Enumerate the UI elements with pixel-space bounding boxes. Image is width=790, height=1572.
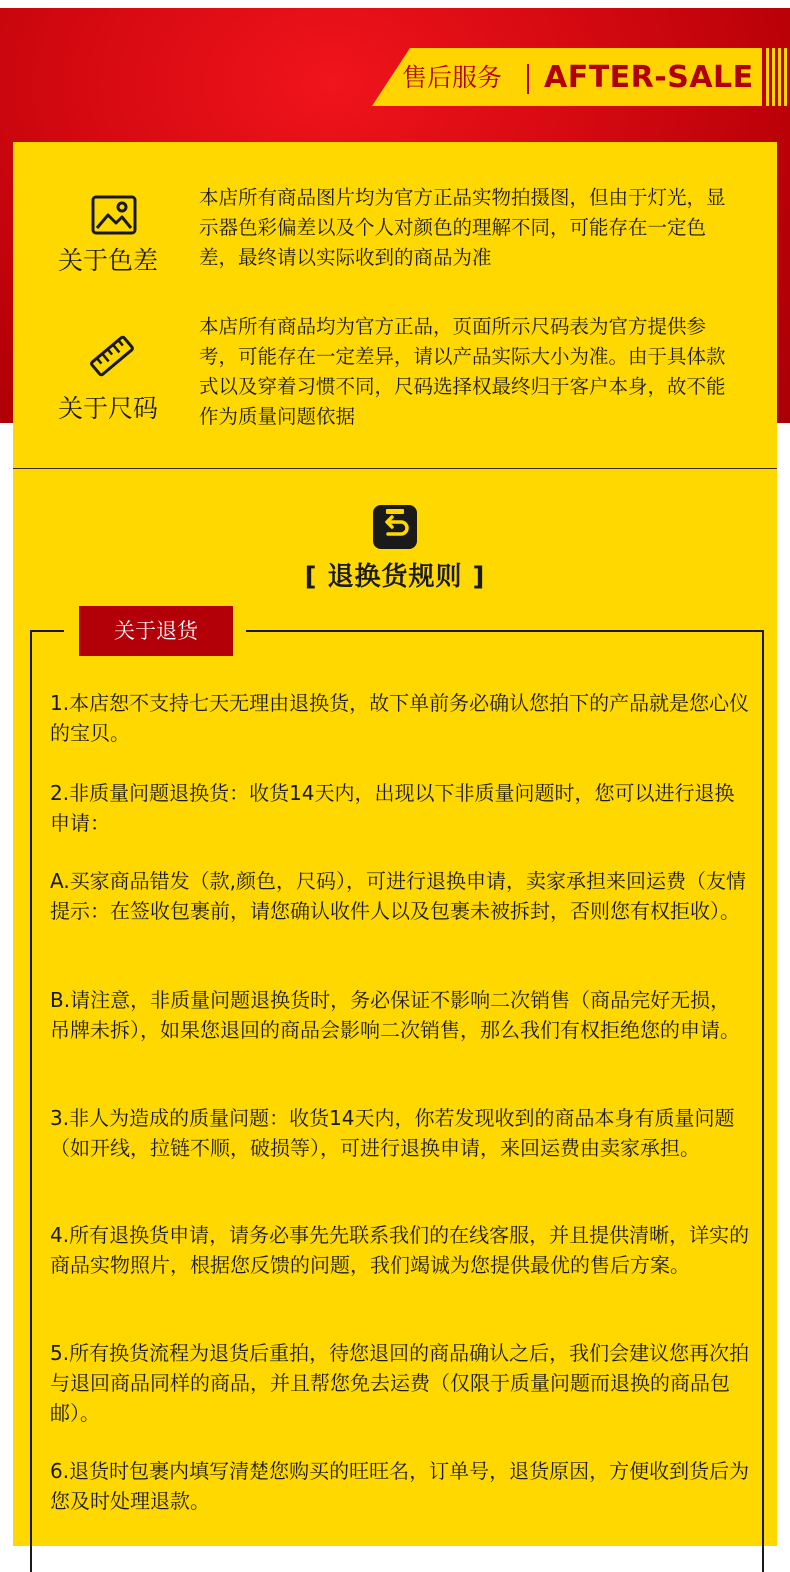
top-margin bbox=[0, 0, 790, 8]
note-label: 关于色差 bbox=[58, 246, 159, 275]
section-divider bbox=[13, 468, 777, 469]
returns-tab: 关于退货 bbox=[79, 606, 233, 656]
ribbon-stripe bbox=[772, 48, 775, 106]
rule-item: A.买家商品错发（款,颜色，尺码），可进行退换申请，卖家承担来回运费（友情提示：在签收包裹前，请您确认收件人以及包裹未被拆封，否则您有权拒收）。 bbox=[50, 869, 747, 923]
header-title-en: AFTER-SALE bbox=[544, 60, 754, 95]
note-label: 关于尺码 bbox=[58, 394, 159, 423]
rule-item: 2.非质量问题退换货：收货14天内，出现以下非质量问题时，您可以进行退换申请： bbox=[50, 781, 735, 835]
note-text: 本店所有商品均为官方正品，页面所示尺码表为官方提供参考，可能存在一定差异，请以产品实际大小为准。由于具体款式以及穿着习惯不同，尺码选择权最终归于客户本身，故不能作为质量问题依据 bbox=[199, 315, 726, 428]
rule-item: 6.退货时包裹内填写清楚您购买的旺旺名，订单号，退货原因，方便收到货后为您及时处理退款。 bbox=[50, 1459, 750, 1513]
rule-item: 1.本店恕不支持七天无理由退换货，故下单前务必确认您拍下的产品就是您心仪的宝贝。 bbox=[50, 691, 750, 745]
rule-item: 3.非人为造成的质量问题：收货14天内，你若发现收到的商品本身有质量问题（如开线，拉链不顺，破损等），可进行退换申请，来回运费由卖家承担。 bbox=[50, 1106, 735, 1160]
header-title-cn: 售后服务 bbox=[402, 63, 503, 92]
rule-item: 5.所有换货流程为退货后重拍，待您退回的商品确认之后，我们会建议您再次拍与退回商品同样的商品，并且帮您免去运费（仅限于质量问题而退换的商品包邮）。 bbox=[50, 1341, 750, 1425]
note-text: 本店所有商品图片均为官方正品实物拍摄图，但由于灯光，显示器色彩偏差以及个人对颜色的理解不同，可能存在一定色差，最终请以实际收到的商品为准 bbox=[199, 186, 726, 269]
rules-box bbox=[30, 630, 764, 1572]
ribbon-stripe bbox=[784, 48, 787, 106]
ribbon-stripe bbox=[778, 48, 781, 106]
rule-item: 4.所有退换货申请，请务必事先先联系我们的在线客服，并且提供清晰，详实的商品实物照片，根据您反馈的问题，我们竭诚为您提供最优的售后方案。 bbox=[50, 1223, 750, 1277]
image-icon bbox=[91, 195, 137, 235]
ribbon-stripe bbox=[766, 48, 769, 106]
ruler-icon bbox=[88, 334, 136, 378]
header-separator bbox=[527, 64, 529, 94]
return-arrow-icon bbox=[373, 505, 417, 549]
return-icon bbox=[373, 505, 417, 549]
rules-title: [ 退换货规则 ] bbox=[304, 562, 486, 592]
rule-item: B.请注意，非质量问题退换货时，务必保证不影响二次销售（商品完好无损，吊牌未拆），如果您退回的商品会影响二次销售，那么我们有权拒绝您的申请。 bbox=[50, 988, 740, 1042]
